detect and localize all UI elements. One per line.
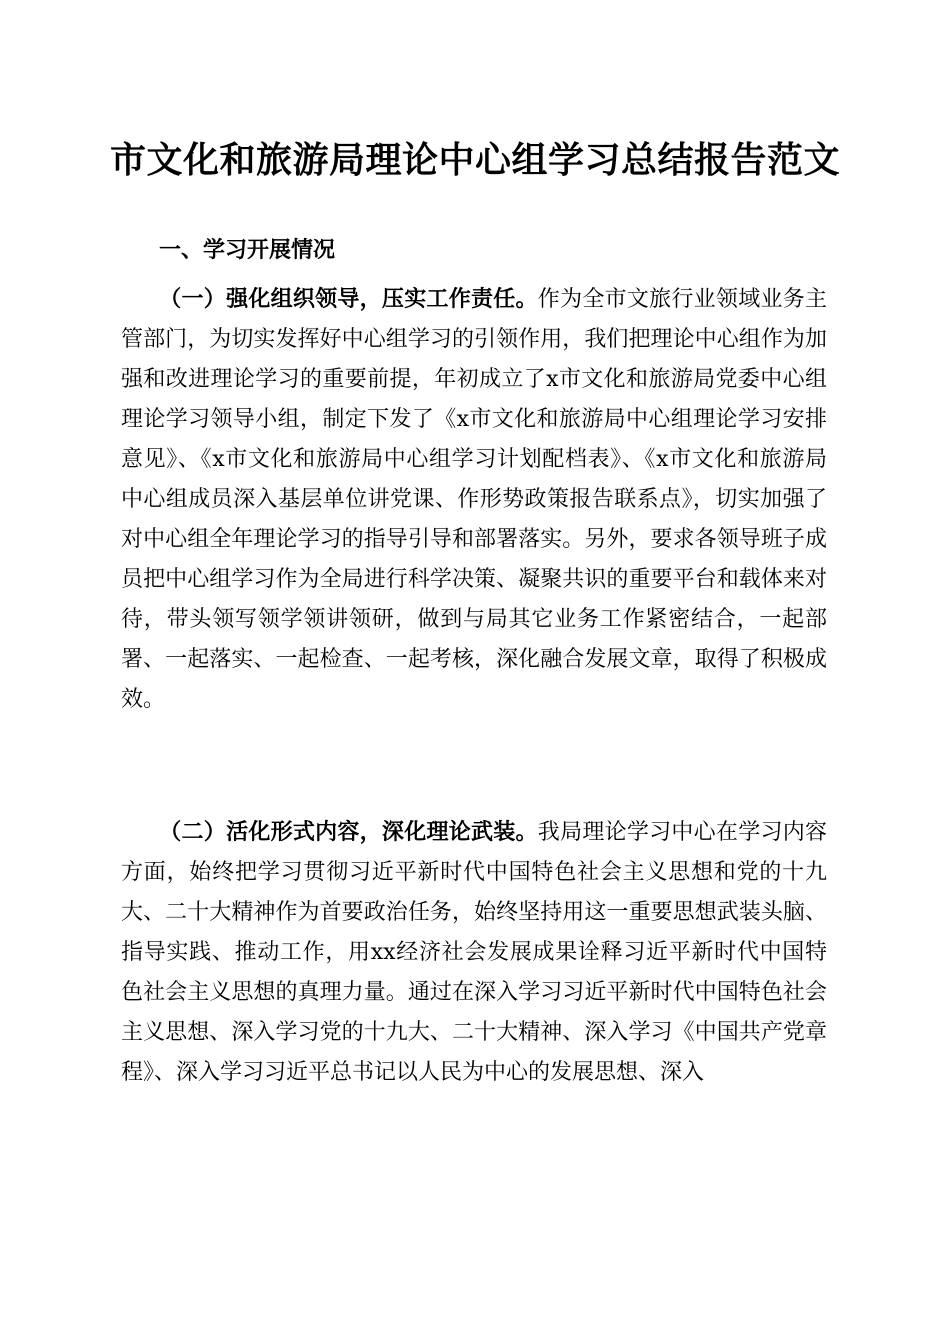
paragraph-1 [121,279,827,720]
paragraph-2 [121,812,827,1093]
section-heading: 一、学习开展情况 [159,238,336,263]
paragraph-2-lead: （二）活化形式内容，深化理论武装。 [159,819,538,845]
paragraph-1-text: 作为全市文旅行业领域业务主管部门，为切实发挥好中心组学习的引领作用，我们把理论中心组作为加强和改进理论学习的重要前提，年初成立了x市文化和旅游局党委中心组理论学习领导小组，制定下发了《x市文化和旅游局中心组理论学习安排意见》、《x市文化和旅游局中心组学习计划配档表》、《x市文化和旅游局中心组成员深入基层单位讲党课、作形势政策报告联系点》，切实加强了对中心组全年理论学习的指导引导和部署落实。另外，要求各领导班子成员把中心组学习作为全局进行科学决策、凝聚共识的重要平台和载体来对待，带头领写领学领讲领研，做到与局其它业务工作紧密结合，一起部署、一起落实、一起检查、一起考核，深化融合发展文章，取得了积极成效。 [121,287,827,712]
paragraph-2-text: 我局理论学习中心在学习内容方面，始终把学习贯彻习近平新时代中国特色社会主义思想和党的十九大、二十大精神作为首要政治任务，始终坚持用这一重要思想武装头脑、指导实践、推动工作，用xx经济社会发展成果诠释习近平新时代中国特色社会主义思想的真理力量。通过在深入学习习近平新时代中国特色社会主义思想、深入学习党的十九大、二十大精神、深入学习《中国共产党章程》、深入学习习近平总书记以人民为中心的发展思想、深入 [121,820,827,1085]
paragraph-1-lead: （一）强化组织领导，压实工作责任。 [159,286,538,312]
document-title: 市文化和旅游局理论中心组学习总结报告范文 [109,139,840,181]
